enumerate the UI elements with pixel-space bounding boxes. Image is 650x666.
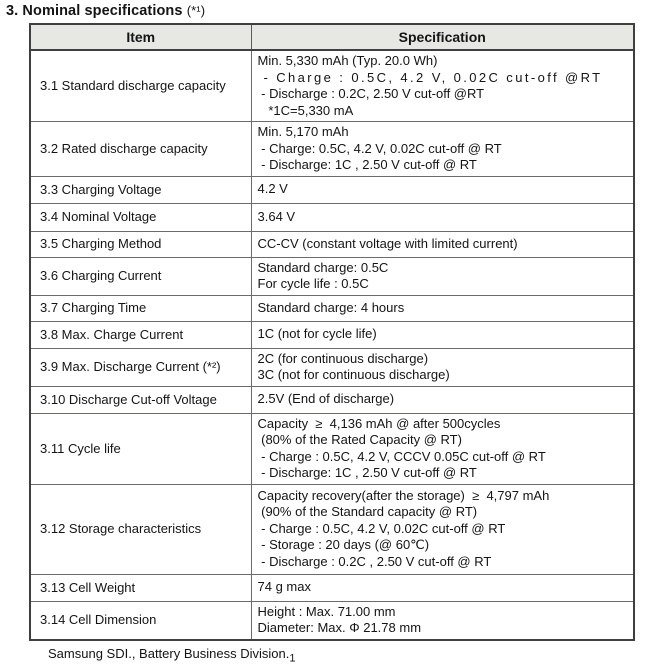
spec-cell [251, 295, 634, 321]
spec-cell [251, 50, 634, 122]
item-cell: 3.10 Discharge Cut-off Voltage [30, 386, 251, 413]
table-row [30, 484, 634, 574]
spec-line: (80% of the Rated Capacity @ RT) [258, 432, 630, 449]
spec-cell [251, 348, 634, 386]
spec-cell [251, 386, 634, 413]
spec-cell [251, 321, 634, 348]
spec-line: 2C (for continuous discharge) [258, 351, 630, 368]
table-row [30, 257, 634, 295]
spec-line: Min. 5,170 mAh [258, 124, 630, 141]
spec-line: 1C (not for cycle life) [258, 326, 630, 343]
spec-line: Capacity ≥ 4,136 mAh @ after 500cycles [258, 416, 630, 433]
spec-cell [251, 257, 634, 295]
spec-line: - Storage : 20 days (@ 60℃) [258, 537, 630, 554]
item-cell: 3.2 Rated discharge capacity [30, 122, 251, 177]
table-row [30, 321, 634, 348]
spec-line: Diameter: Max. Φ 21.78 mm [258, 620, 630, 637]
spec-line: Standard charge: 4 hours [258, 300, 630, 317]
nominal-specifications-table [29, 23, 635, 641]
item-cell: 3.12 Storage characteristics [30, 484, 251, 574]
table-row [30, 122, 634, 177]
item-cell: 3.5 Charging Method [30, 231, 251, 257]
spec-line: 74 g max [258, 579, 630, 596]
item-cell: 3.13 Cell Weight [30, 574, 251, 601]
table-row [30, 348, 634, 386]
column-header-specification: Specification [251, 24, 634, 50]
table-row [30, 203, 634, 231]
spec-line: 2.5V (End of discharge) [258, 391, 630, 408]
spec-line: - Discharge : 0.2C , 2.50 V cut-off @ RT [258, 554, 630, 571]
item-cell: 3.4 Nominal Voltage [30, 203, 251, 231]
spec-line: - Discharge: 1C , 2.50 V cut-off @ RT [258, 157, 630, 174]
item-cell: 3.9 Max. Discharge Current (*²) [30, 348, 251, 386]
spec-cell [251, 601, 634, 640]
page-number: 1 [289, 652, 295, 664]
spec-table-body [30, 50, 634, 640]
spec-cell [251, 231, 634, 257]
spec-line: 3C (not for continuous discharge) [258, 367, 630, 384]
spec-line: Min. 5,330 mAh (Typ. 20.0 Wh) [258, 53, 630, 70]
spec-cell [251, 203, 634, 231]
item-cell: 3.11 Cycle life [30, 413, 251, 484]
header-row [30, 24, 634, 50]
spec-line: - Charge : 0.5C, 4.2 V, 0.02C cut-off @ RT [258, 521, 630, 538]
footer-text: Samsung SDI., Battery Business Division. [48, 646, 289, 661]
spec-line: Capacity recovery(after the storage) ≥ 4,797 mAh [258, 488, 630, 505]
item-cell: 3.1 Standard discharge capacity [30, 50, 251, 122]
table-row [30, 574, 634, 601]
spec-line: Standard charge: 0.5C [258, 260, 630, 277]
column-header-item: Item [30, 24, 251, 50]
item-cell: 3.14 Cell Dimension [30, 601, 251, 640]
spec-line: 3.64 V [258, 209, 630, 226]
spec-line: Height : Max. 71.00 mm [258, 604, 630, 621]
item-cell: 3.3 Charging Voltage [30, 176, 251, 203]
item-cell: 3.6 Charging Current [30, 257, 251, 295]
spec-line: *1C=5,330 mA [258, 103, 630, 120]
table-row [30, 601, 634, 640]
spec-line: For cycle life : 0.5C [258, 276, 630, 293]
table-row [30, 413, 634, 484]
spec-cell [251, 122, 634, 177]
table-row [30, 295, 634, 321]
spec-cell [251, 484, 634, 574]
table-row [30, 176, 634, 203]
spec-cell [251, 574, 634, 601]
spec-line: - Charge: 0.5C, 4.2 V, 0.02C cut-off @ RT [258, 141, 630, 158]
footer [48, 646, 650, 666]
section-title [6, 3, 650, 19]
item-cell: 3.8 Max. Charge Current [30, 321, 251, 348]
spec-line: - Discharge: 1C , 2.50 V cut-off @ RT [258, 465, 630, 482]
item-cell: 3.7 Charging Time [30, 295, 251, 321]
spec-line: - Charge : 0.5C, 4.2 V, CCCV 0.05C cut-off @ RT [258, 449, 630, 466]
spec-line: (90% of the Standard capacity @ RT) [258, 504, 630, 521]
spec-cell [251, 413, 634, 484]
spec-line: - Charge : 0.5C, 4.2 V, 0.02C cut-off @RT [258, 70, 630, 87]
table-row [30, 50, 634, 122]
section-title-text: 3. Nominal specifications [6, 3, 187, 19]
spec-line: 4.2 V [258, 181, 630, 198]
spec-line: CC-CV (constant voltage with limited current) [258, 236, 630, 253]
section-title-footnote-ref: (*¹) [187, 3, 205, 18]
table-row [30, 231, 634, 257]
table-row [30, 386, 634, 413]
spec-cell [251, 176, 634, 203]
spec-line: - Discharge : 0.2C, 2.50 V cut-off @RT [258, 86, 630, 103]
